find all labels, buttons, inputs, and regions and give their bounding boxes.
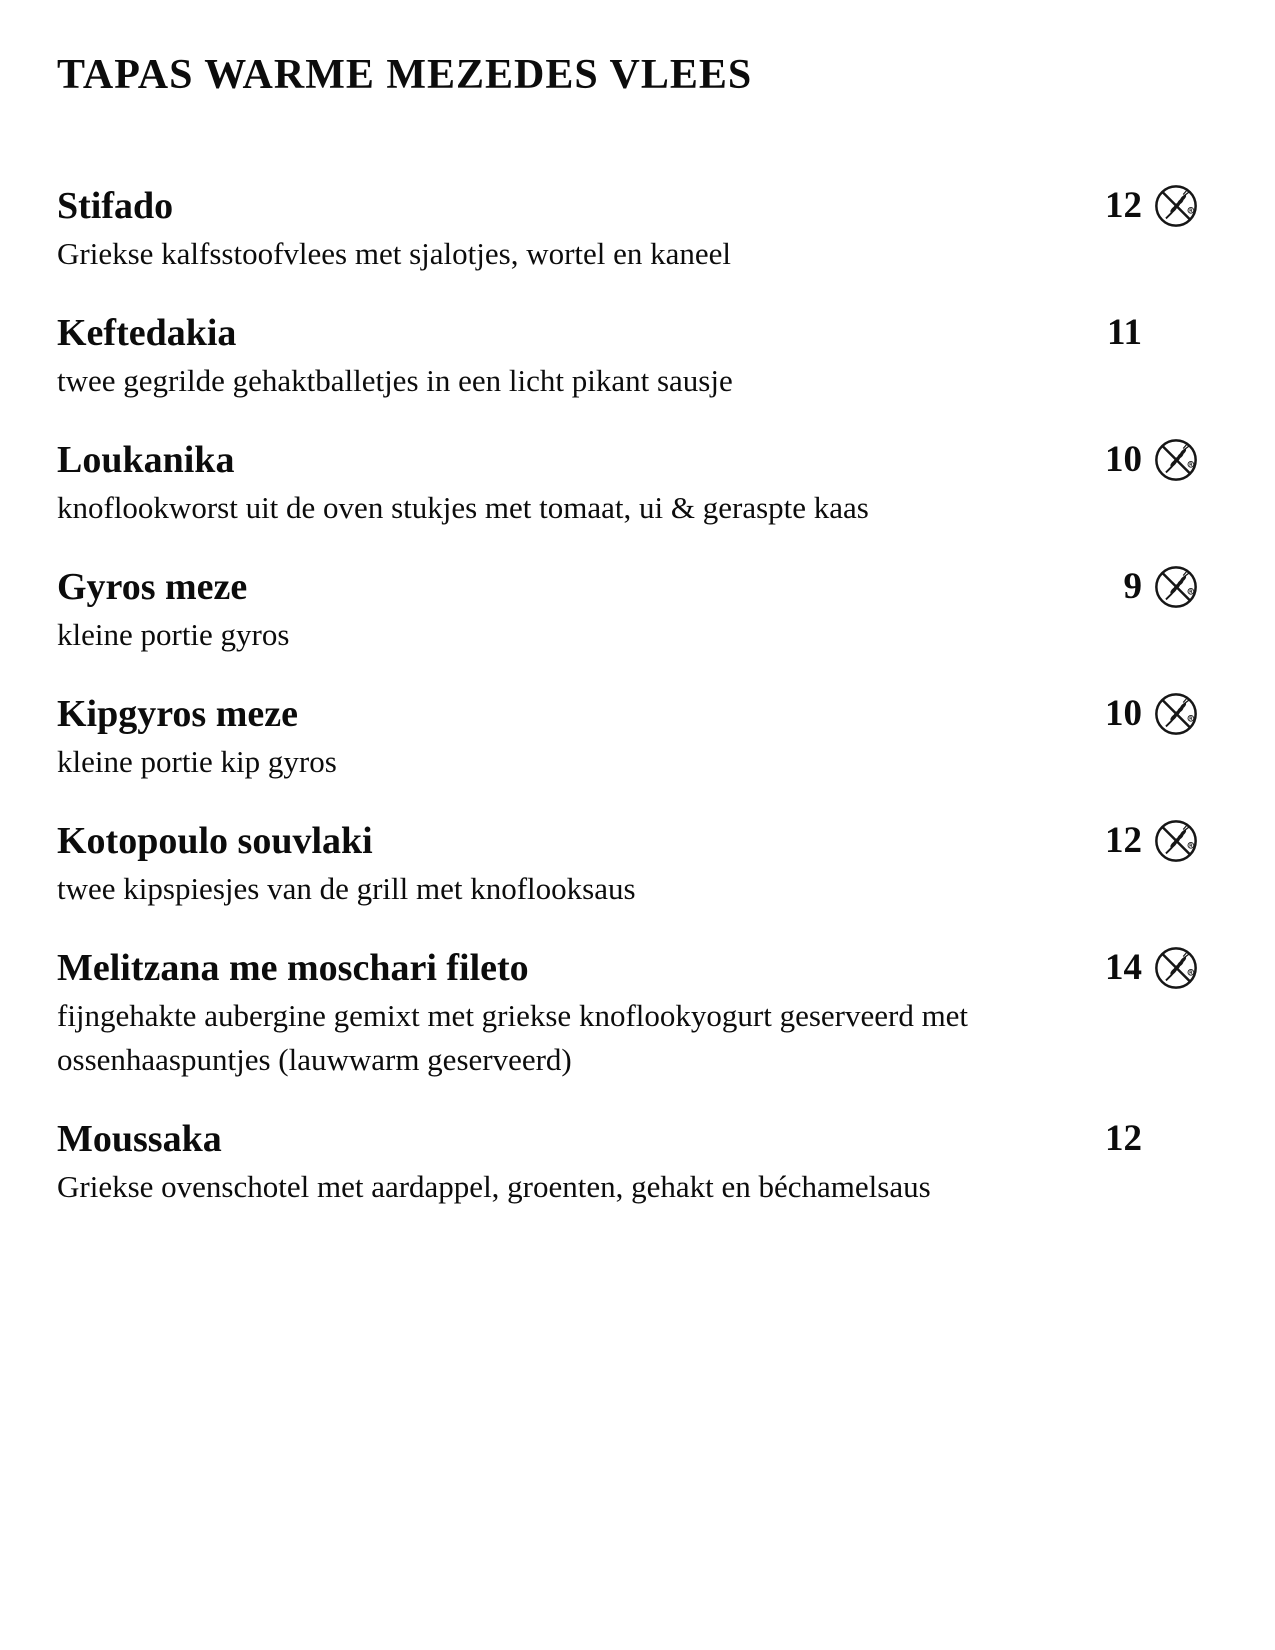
- menu-item-header: [57, 563, 1200, 611]
- menu-list: [57, 182, 1200, 1209]
- menu-item-header: [57, 1115, 1200, 1163]
- item-price: 12: [1105, 185, 1142, 226]
- menu-item: [57, 309, 1200, 403]
- item-description: twee gegrilde gehaktballetjes in een licht pikant sausje: [57, 363, 733, 398]
- menu-item: [57, 563, 1200, 657]
- gluten-free-icon: [1152, 436, 1200, 484]
- menu-item-header: [57, 182, 1200, 230]
- menu-item: [57, 436, 1200, 530]
- gluten-free-icon: [1152, 817, 1200, 865]
- item-name: Kipgyros meze: [57, 693, 298, 735]
- item-name: Kotopoulo souvlaki: [57, 820, 373, 862]
- item-description: kleine portie gyros: [57, 617, 290, 652]
- gluten-free-icon: [1152, 563, 1200, 611]
- menu-item: [57, 690, 1200, 784]
- item-price: 10: [1105, 439, 1142, 480]
- menu-item: [57, 817, 1200, 911]
- menu-item-header: [57, 309, 1200, 357]
- item-price: 9: [1123, 566, 1142, 607]
- item-price: 12: [1105, 1118, 1142, 1159]
- gluten-free-icon: [1152, 182, 1200, 230]
- item-name: Gyros meze: [57, 566, 248, 608]
- item-name: Moussaka: [57, 1118, 222, 1160]
- gluten-free-icon: [1152, 944, 1200, 992]
- item-name: Melitzana me moschari fileto: [57, 947, 529, 989]
- menu-item-header: [57, 944, 1200, 992]
- item-description: fijngehakte aubergine gemixt met griekse knoflookyogurt geserveerd met ossenhaaspuntjes (lauwwarm geserveerd): [57, 998, 969, 1077]
- item-price: 11: [1107, 312, 1142, 353]
- menu-item-header: [57, 690, 1200, 738]
- item-name: Keftedakia: [57, 312, 237, 354]
- item-price: 14: [1105, 947, 1142, 988]
- item-description: kleine portie kip gyros: [57, 744, 337, 779]
- page-title: TAPAS WARME MEZEDES VLEES: [57, 52, 753, 98]
- item-price: 10: [1105, 693, 1142, 734]
- item-name: Stifado: [57, 185, 174, 227]
- item-description: knoflookworst uit de oven stukjes met tomaat, ui & geraspte kaas: [57, 490, 869, 525]
- item-description: twee kipspiesjes van de grill met knoflooksaus: [57, 871, 636, 906]
- menu-item: [57, 944, 1200, 1082]
- item-description: Griekse kalfsstoofvlees met sjalotjes, wortel en kaneel: [57, 236, 732, 271]
- menu-item: [57, 182, 1200, 276]
- item-price: 12: [1105, 820, 1142, 861]
- gluten-free-icon: [1152, 690, 1200, 738]
- menu-item-header: [57, 436, 1200, 484]
- menu-item: [57, 1115, 1200, 1209]
- item-description: Griekse ovenschotel met aardappel, groenten, gehakt en béchamelsaus: [57, 1169, 931, 1204]
- item-name: Loukanika: [57, 439, 235, 481]
- menu-item-header: [57, 817, 1200, 865]
